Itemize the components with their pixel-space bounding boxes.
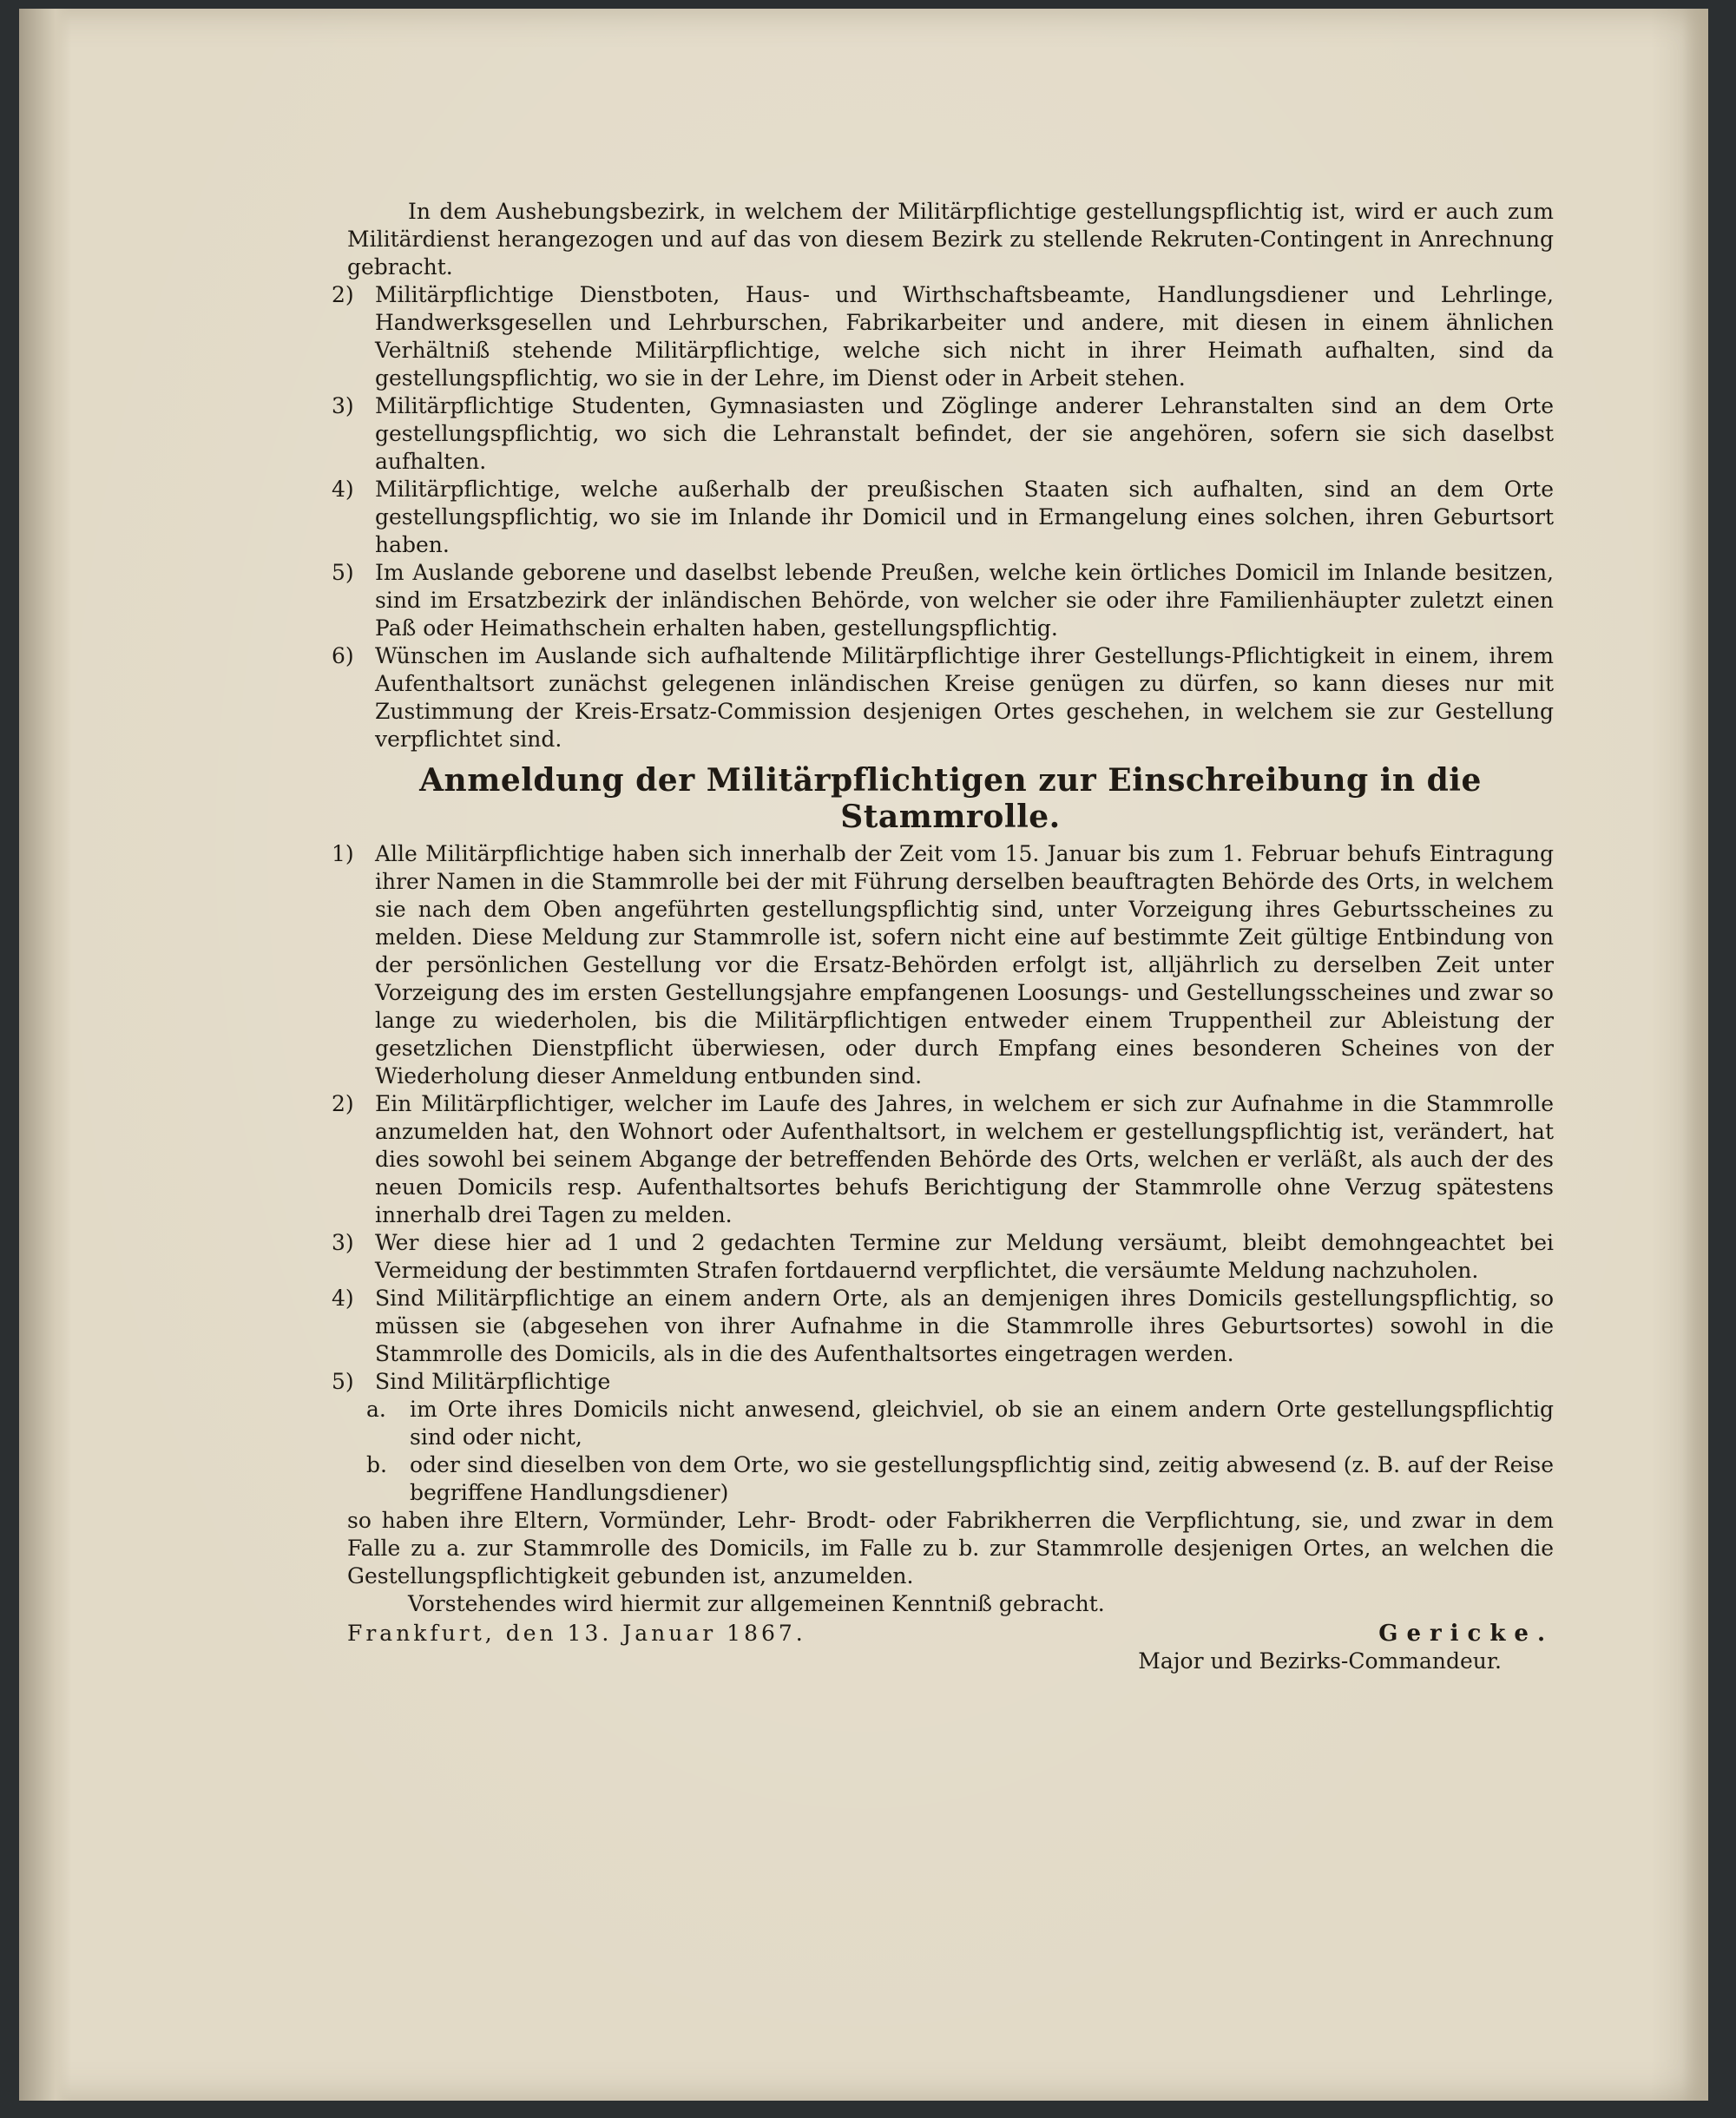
list-item: 6) Wünschen im Auslande sich aufhaltende Militärpflichtige ihrer Gestellungs-Pflichtigkeit in einem, ihrem Aufenthaltsort zunächst gelegenen inländischen Kreise genügen zu dürfen, so kann dieses nur mit Zustimmung der Kreis-Ersatz-Commission desjenigen Ortes geschehen, in welchem sie zur Gestellung verpflichtet sind. — [332, 643, 1554, 752]
signer-name: Gericke. — [1378, 1621, 1554, 1647]
intro-paragraph: In dem Aushebungsbezirk, in welchem der Militärpflichtige gestellungspflichtig ist, wird er auch zum Militärdienst herangezogen und auf das von diesem Bezirk zu stellende Rekruten-Contingent in Anrechnung gebracht. — [347, 199, 1554, 280]
list-item: 1) Alle Militärpflichtige haben sich innerhalb der Zeit vom 15. Januar bis zum 1. Februar behufs Eintragung ihrer Namen in die Stammrolle bei der mit Führung derselben beauftragten Behörde des Orts, in welchem sie nach dem Oben angeführten gestellungspflichtig sind, unter Vorzeigung ihres Geburtsscheines zu melden. Diese Meldung zur Stammrolle ist, sofern nicht eine auf bestimmte Zeit gültige Entbindung von der persönlichen Gestellung vor die Ersatz-Behörden erfolgt ist, alljährlich zu derselben Zeit unter Vorzeigung des im ersten Gestellungsjahre empfangenen Loosungs- und Gestellungsscheines und zwar so lange zu wiederholen, bis die Militärpflichtigen entweder einem Truppentheil zur Ableistung der gesetzlichen Dienstpflicht überwiesen, oder durch Empfang eines besonderen Scheines von der Wiederholung dieser Anmeldung entbunden sind. — [332, 841, 1554, 1089]
conclusion-paragraph: so haben ihre Eltern, Vormünder, Lehr- Brodt- oder Fabrikherren die Verpflichtung, sie, und zwar in dem Falle zu a. zur Stammrolle des Domicils, im Falle zu b. zur Stammrolle desjenigen Ortes, an welchen die Gestellungspflichtigkeit gebunden ist, anzumelden. — [347, 1508, 1554, 1588]
page-edge — [1682, 9, 1708, 2101]
document-body — [332, 198, 1554, 1675]
sub-item: a. im Orte ihres Domicils nicht anwesend, gleichviel, ob sie an einem andern Orte gestellungspflichtig sind oder nicht, — [366, 1397, 1554, 1450]
list-item: 4) Militärpflichtige, welche außerhalb der preußischen Staaten sich aufhalten, sind an dem Orte gestellungspflichtig, wo sie im Inlande ihr Domicil und in Ermangelung eines solchen, ihren Geburtsort haben. — [332, 477, 1554, 557]
section-heading: Anmeldung der Militärpflichtigen zur Einschreibung in die Stammrolle. — [419, 762, 1482, 835]
list-item: 3) Wer diese hier ad 1 und 2 gedachten Termine zur Meldung versäumt, bleibt demohngeachtet bei Vermeidung der bestimmten Strafen fortdauernd verpflichtet, die versäumte Meldung nachzuholen. — [332, 1230, 1554, 1283]
closing-statement: Vorstehendes wird hiermit zur allgemeinen Kenntniß gebracht. — [408, 1591, 1105, 1616]
items-section-a — [332, 281, 1554, 753]
list-item: 3) Militärpflichtige Studenten, Gymnasiasten und Zöglinge anderer Lehranstalten sind an dem Orte gestellungspflichtig, wo sich die Lehranstalt befindet, der sie angehören, sofern sie sich daselbst aufhalten. — [332, 393, 1554, 474]
binding-edge — [19, 9, 71, 2101]
list-item: 4) Sind Militärpflichtige an einem andern Orte, als an demjenigen ihres Domicils gestellungspflichtig, so müssen sie (abgesehen von ihrer Aufnahme in die Stammrolle ihres Geburtsortes) sowohl in die Stammrolle des Domicils, als in die des Aufenthaltsortes eingetragen werden. — [332, 1286, 1554, 1366]
sub-item: b. oder sind dieselben von dem Orte, wo sie gestellungspflichtig sind, zeitig abwesend (z. B. auf der Reise begriffene Handlungsdiener) — [366, 1452, 1554, 1505]
document-page — [19, 9, 1708, 2101]
signature-line — [347, 1620, 1554, 1648]
list-item: 2) Militärpflichtige Dienstboten, Haus- und Wirthschaftsbeamte, Handlungsdiener und Lehrlinge, Handwerksgesellen und Lehrburschen, Fabrikarbeiter und andere, mit diesen in einem ähnlichen Verhältniß stehende Militärpflichtige, welche sich nicht in ihrer Heimath aufhalten, sind da gestellungspflichtig, wo sie in der Lehre, im Dienst oder in Arbeit stehen. — [332, 282, 1554, 391]
list-item: 5) Sind Militärpflichtige — [332, 1369, 611, 1394]
list-item: 5) Im Auslande geborene und daselbst lebende Preußen, welche kein örtliches Domicil im Inlande besitzen, sind im Ersatzbezirk der inländischen Behörde, von welcher sie oder ihre Familienhäupter zuletzt einen Paß oder Heimathschein erhalten haben, gestellungspflichtig. — [332, 560, 1554, 641]
list-item: 2) Ein Militärpflichtiger, welcher im Laufe des Jahres, in welchem er sich zur Aufnahme in die Stammrolle anzumelden hat, den Wohnort oder Aufenthaltsort, in welchem er gestellungspflichtig ist, verändert, hat dies sowohl bei seinem Abgange der betreffenden Behörde des Orts, welchen er verläßt, als auch der des neuen Domicils resp. Aufenthaltsortes behufs Berichtigung der Stammrolle ohne Verzug spätestens innerhalb drei Tagen zu melden. — [332, 1091, 1554, 1227]
items-section-b — [332, 840, 1554, 1590]
signer-title: Major und Bezirks-Commandeur. — [1138, 1648, 1502, 1674]
place-date: Frankfurt, den 13. Januar 1867. — [347, 1621, 806, 1646]
